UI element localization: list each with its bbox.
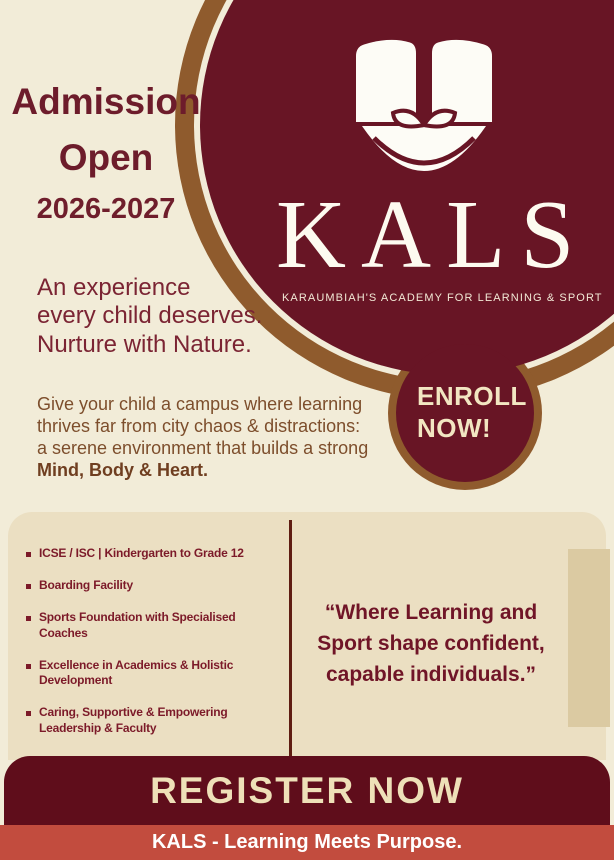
panel-side-strip — [568, 549, 610, 727]
bullet-square-icon — [26, 552, 31, 557]
enroll-line1: ENROLL — [417, 381, 527, 412]
feature-text: Sports Foundation with Specialised Coaches — [39, 610, 236, 640]
bullet-square-icon — [26, 711, 31, 716]
brand-tagline: KARAUMBIAH'S ACADEMY FOR LEARNING & SPORT — [282, 292, 603, 304]
bullet-square-icon — [26, 584, 31, 589]
list-item — [26, 610, 286, 640]
list-item — [26, 705, 286, 735]
intro-text — [37, 274, 262, 359]
list-item — [26, 658, 286, 688]
admission-line1: Admission — [11, 81, 201, 122]
panel-divider — [289, 520, 292, 756]
pitch-line: Give your child a campus where learning — [37, 394, 363, 414]
bullet-square-icon — [26, 616, 31, 621]
register-now-label: REGISTER NOW — [150, 769, 464, 811]
list-item — [26, 546, 286, 561]
pitch-line: thrives far from city chaos & distractions: — [37, 416, 361, 436]
admission-line2: Open — [58, 136, 154, 178]
footer-bar — [0, 825, 614, 860]
admission-years: 2026-2027 — [36, 193, 176, 225]
pitch-line: a serene environment that builds a strong — [37, 438, 369, 458]
register-now-button[interactable] — [4, 756, 610, 825]
admission-open-heading — [8, 74, 204, 229]
footer-slogan: KALS - Learning Meets Purpose. — [151, 831, 463, 853]
pitch-paragraph — [37, 393, 368, 481]
features-list — [26, 546, 286, 753]
feature-text: ICSE / ISC | Kindergarten to Grade 12 — [39, 546, 244, 560]
pitch-bold-line: Mind, Body & Heart. — [37, 460, 209, 480]
quote-text: “Where Learning and Sport shape confident, capable individuals.” — [317, 601, 545, 686]
intro-line: An experience — [37, 274, 191, 301]
intro-line: Nurture with Nature. — [37, 330, 252, 358]
list-item — [26, 578, 286, 593]
feature-text: Caring, Supportive & Empowering Leadership & Faculty — [39, 705, 228, 735]
enroll-now-badge[interactable] — [388, 336, 542, 490]
feature-text: Excellence in Academics & Holistic Development — [39, 657, 234, 688]
open-book-logo-icon — [356, 38, 492, 174]
enroll-line2: NOW! — [417, 413, 492, 443]
intro-line: every child deserves. — [37, 302, 263, 330]
bullet-square-icon — [26, 664, 31, 669]
feature-text: Boarding Facility — [39, 578, 133, 593]
brand-name: KALS — [276, 181, 590, 288]
